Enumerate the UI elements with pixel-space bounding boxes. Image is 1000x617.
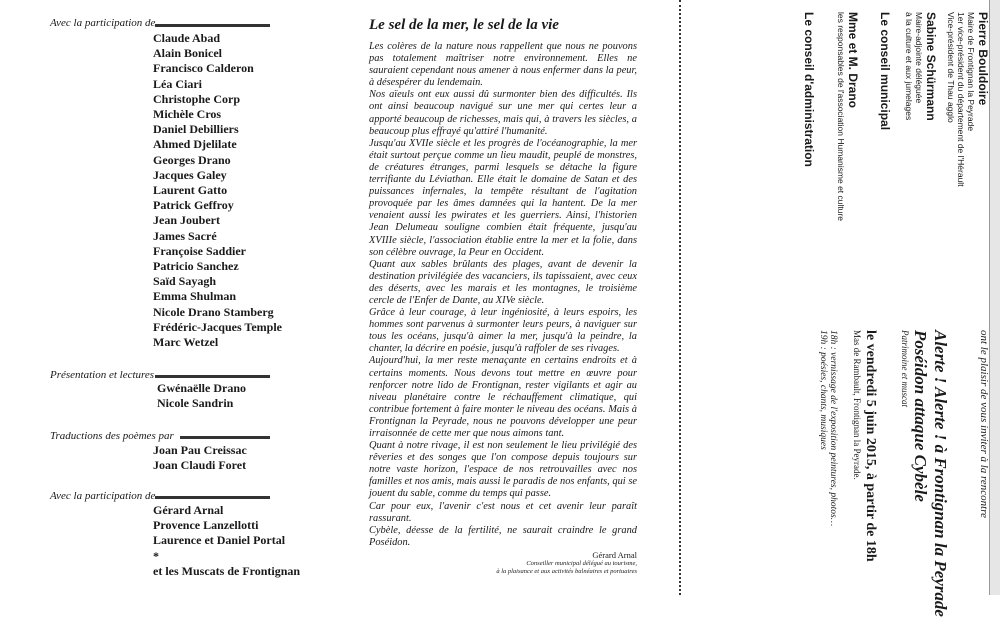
deputy-title: Maire-adjointe déléguée: [914, 12, 924, 104]
divider-rule: [180, 436, 270, 439]
host-title: Maire de Frontignan la Peyrade: [966, 12, 976, 132]
name-item: Françoise Saddier: [153, 243, 246, 258]
name-item: Michèle Cros: [153, 107, 222, 122]
signature-role: Conseiller municipal délégué au tourisme,: [526, 560, 637, 567]
name-item: Nicole Drano Stamberg: [153, 304, 274, 319]
host-name: Pierre Bouldoire: [976, 12, 990, 106]
name-item: Patricio Sanchez: [153, 259, 239, 274]
program-item: 18h : vernissage de l'exposition peintures, photos…: [828, 330, 838, 527]
event-theme: Patrimoine et muscat: [900, 330, 910, 407]
name-item: Daniel Debilliers: [153, 122, 239, 137]
deputy-name: Sabine Schürmann: [924, 12, 938, 121]
board-label: Le conseil d'administration: [802, 12, 816, 167]
participants-list: [153, 31, 282, 350]
presentation-heading: Présentation et lectures: [50, 369, 155, 381]
event-place: Mas de Rambault, Frontignan la Peyrade.: [852, 330, 862, 480]
name-item: Jacques Galey: [153, 167, 227, 182]
name-item: Christophe Corp: [153, 91, 241, 106]
signature-block: [496, 550, 637, 575]
host-title: 1er vice-président du département de l'Hérault: [956, 12, 966, 187]
name-item: Emma Shulman: [153, 289, 237, 304]
essay-paragraph: Jusqu'au XVIIe siècle et les progrès de l'océanographie, la mer était surtout perçue comme un lieu maudit, peuplé de monstres, de créatures étranges, parmi lesquels se détache la figure terrifiante du Léviathan. Elle était le domaine de Satan et des puissances infernales, la tempête résultant de l'agitation provoquée par les âmes damnées qui la hantent. De la mer venaient aussi les pwirates et les guerriers. Ainsi, l'historien Jean Delumeau souligne combien était fréquente, jusqu'au XVIIIe siècle, l'association établie entre la mer et la folie, dans son célèbre ouvrage, la Peur en Occident.: [369, 137, 637, 258]
name-item: Joan Pau Creissac: [153, 443, 247, 457]
presenters-list: [157, 381, 246, 411]
name-item: Frédéric-Jacques Temple: [153, 319, 282, 334]
drano-name: Mme et M. Drano: [846, 12, 860, 109]
participants2-list: [153, 503, 300, 579]
name-item: Laurent Gatto: [153, 183, 228, 198]
essay-title: Le sel de la mer, le sel de la vie: [369, 17, 559, 33]
invite-phrase: ont le plaisir de vous inviter à la rencontre: [978, 330, 990, 518]
name-item: Alain Bonicel: [153, 46, 223, 61]
name-item: Provence Lanzellotti: [153, 518, 259, 533]
drano-title: les responsables de l'association Humanisme et culture: [836, 12, 846, 222]
essay-paragraph: Nos aïeuls ont eux aussi dû surmonter bien des difficultés. Ils ont ainsi beaucoup navigué sur une mer qui certes leur a apporté beaucoup de richesses, mais qui, à travers les siècles, a beaucoup plus effrayé qu'attiré l'humanité.: [369, 89, 637, 137]
event-date: le vendredi 5 juin 2015, à partir de 18h: [863, 330, 878, 562]
deputy-title: à la culture et aux jumelages: [904, 12, 914, 121]
name-item: Francisco Calderon: [153, 61, 254, 76]
essay-paragraph: Aujourd'hui, la mer reste menaçante en certains endroits et à certains moments. Nous devons tout mettre en œuvre pour renforcer notre lido de Frontignan, rester vigilants et agir au niveau planétaire contre le réchauffement climatique, qui contribue fortement à faire monter le niveau des océans. Mais à Frontignan la Peyrade, nous ne pouvons développer une peur irraisonnée de cette mer que nous aimons tant.: [369, 355, 637, 439]
essay-body: [369, 41, 637, 549]
event-subtitle: Poséidon attaque Cybèle: [911, 330, 930, 502]
name-item: Gwénaëlle Drano: [157, 381, 246, 395]
name-item: et les Muscats de Frontignan: [153, 563, 301, 578]
name-item: Patrick Geffroy: [153, 198, 234, 213]
divider-rule: [155, 375, 270, 378]
translations-heading: Traductions des poèmes par: [50, 430, 174, 442]
participation2-heading: Avec la participation de: [50, 490, 156, 502]
signature-name: Gérard Arnal: [592, 550, 637, 560]
essay-paragraph: Quant aux sables brûlants des plages, avant de devenir la destination privilégiée des vacanciers, ils tapissaient, avec ceux des déserts, avec les marais et les montagnes, le troisième cercle de l'Enfer de Dante, au XIVe siècle.: [369, 258, 637, 306]
name-item: Saïd Sayagh: [153, 274, 217, 289]
page-edge-strip: [990, 0, 1000, 595]
name-item: *: [153, 548, 159, 563]
translators-list: [153, 443, 247, 473]
divider-rule: [155, 496, 270, 499]
essay-paragraph: Quant à notre rivage, il est non seulement le lieu privilégié des rêveries et des songes que l'on compose depuis toujours sur notre vaste horizon, l'espace de nos retrouvailles avec nos familles et nos amis, mais aussi le paradis de nos enfants, qui se jouent du sable, comme du temps qui passe.: [369, 440, 637, 500]
host-title: Vice-président de Thau agglo: [946, 12, 956, 123]
essay-paragraph: Grâce à leur courage, à leur ingéniosité, à leurs espoirs, les hommes sont parvenus à surmonter leurs peurs, à naviguer sur tous les océans, jusqu'à aimer la mer, jusqu'à la peindre, la chanter, la décrire en poésie, jusqu'à raffoler de ses rivages.: [369, 307, 637, 355]
name-item: Gérard Arnal: [153, 503, 224, 517]
name-item: Jean Joubert: [153, 213, 220, 228]
name-item: Laurence et Daniel Portal: [153, 533, 286, 548]
signature-role: à la plaisance et aux activités balnéaires et portuaires: [496, 567, 637, 575]
essay-paragraph: Les colères de la nature nous rappellent que nous ne pouvons pas totalement maîtriser notre environnement. Elles ne sauraient cependant nous amener à nous enfermer dans la peur, à désespérer du lendemain.: [369, 41, 637, 89]
name-item: Ahmed Djelilate: [153, 137, 237, 152]
name-item: James Sacré: [153, 228, 217, 243]
name-item: Georges Drano: [153, 152, 231, 167]
fold-line: [679, 0, 681, 595]
invitation-panel: [720, 12, 990, 617]
divider-rule: [155, 24, 270, 27]
participation-heading: Avec la participation de: [50, 17, 156, 29]
essay-paragraph: Car pour eux, l'avenir c'est nous et cet avenir leur paraît rassurant.: [369, 500, 637, 524]
name-item: Nicole Sandrin: [157, 396, 234, 411]
name-item: Joan Claudi Foret: [153, 458, 247, 473]
event-title: Alerte ! Alerte ! à Frontignan la Peyrade: [931, 330, 950, 617]
program-item: 19h : poésies, chants, musiques: [818, 330, 828, 450]
council-label: Le conseil municipal: [878, 12, 892, 131]
name-item: Léa Ciari: [153, 76, 202, 91]
name-item: Claude Abad: [153, 31, 221, 45]
name-item: Marc Wetzel: [153, 335, 219, 350]
essay-paragraph: Cybèle, déesse de la fertilité, ne saurait craindre le grand Poséidon.: [369, 524, 637, 548]
